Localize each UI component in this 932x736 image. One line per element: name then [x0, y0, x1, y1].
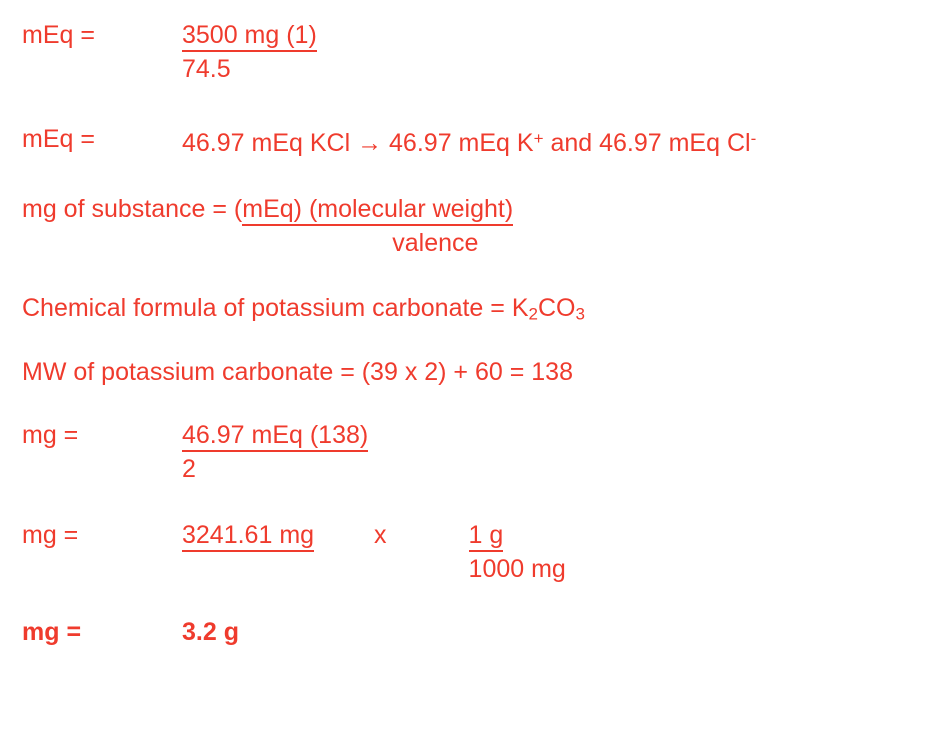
- line1-denominator: 74.5: [182, 55, 231, 83]
- line5-text: MW of potassium carbonate = (39 x 2) + 60 = 138: [22, 358, 573, 386]
- line3-label: mg of substance = (: [22, 195, 243, 223]
- equation-line-8-result: [22, 617, 239, 647]
- equation-line-6: [22, 420, 368, 484]
- line2-value-mid: and 46.97 mEq Cl: [543, 129, 751, 158]
- equation-line-2: [22, 124, 756, 158]
- line4-subscript-3: 3: [575, 304, 585, 324]
- line1-numerator: 3500 mg (1): [182, 20, 317, 52]
- line3-denominator: valence: [392, 229, 479, 257]
- equation-line-1: [22, 20, 317, 84]
- line8-value: 3.2 g: [182, 618, 239, 646]
- line6-denominator: 2: [182, 455, 196, 483]
- line3-numerator: mEq) (molecular weight): [242, 194, 513, 226]
- line2-superscript-plus: +: [533, 129, 544, 148]
- equation-line-5: [22, 357, 573, 387]
- line7-operator: x: [374, 521, 387, 549]
- line3-fraction: [242, 194, 513, 258]
- line6-fraction: [182, 420, 368, 484]
- line7-numerator-1: 3241.61 mg: [182, 520, 314, 552]
- line4-text-pre: Chemical formula of potassium carbonate = K: [22, 294, 529, 322]
- line7-label: mg =: [22, 521, 79, 549]
- equation-line-7: [22, 520, 566, 584]
- line7-denominator-2: 1000 mg: [468, 555, 566, 583]
- line2-value-pre: 46.97 mEq KCl → 46.97 mEq K: [182, 129, 534, 158]
- line7-fraction-2: [469, 520, 566, 584]
- line4-subscript-2: 2: [528, 304, 538, 324]
- line2-value: [182, 129, 756, 157]
- line6-label: mg =: [22, 421, 79, 449]
- equation-line-3: [22, 194, 513, 258]
- equation-line-4: [22, 293, 585, 330]
- line2-superscript-minus: -: [750, 129, 757, 148]
- line7-numerator-2: 1 g: [469, 520, 504, 552]
- line2-label: mEq =: [22, 125, 95, 153]
- line8-label: mg =: [22, 618, 82, 646]
- line6-numerator: 46.97 mEq (138): [182, 420, 368, 452]
- line4-text-mid: CO: [537, 294, 576, 322]
- line1-fraction: [182, 20, 317, 84]
- line7-fraction-1: [182, 520, 314, 552]
- line1-label: mEq =: [22, 21, 95, 49]
